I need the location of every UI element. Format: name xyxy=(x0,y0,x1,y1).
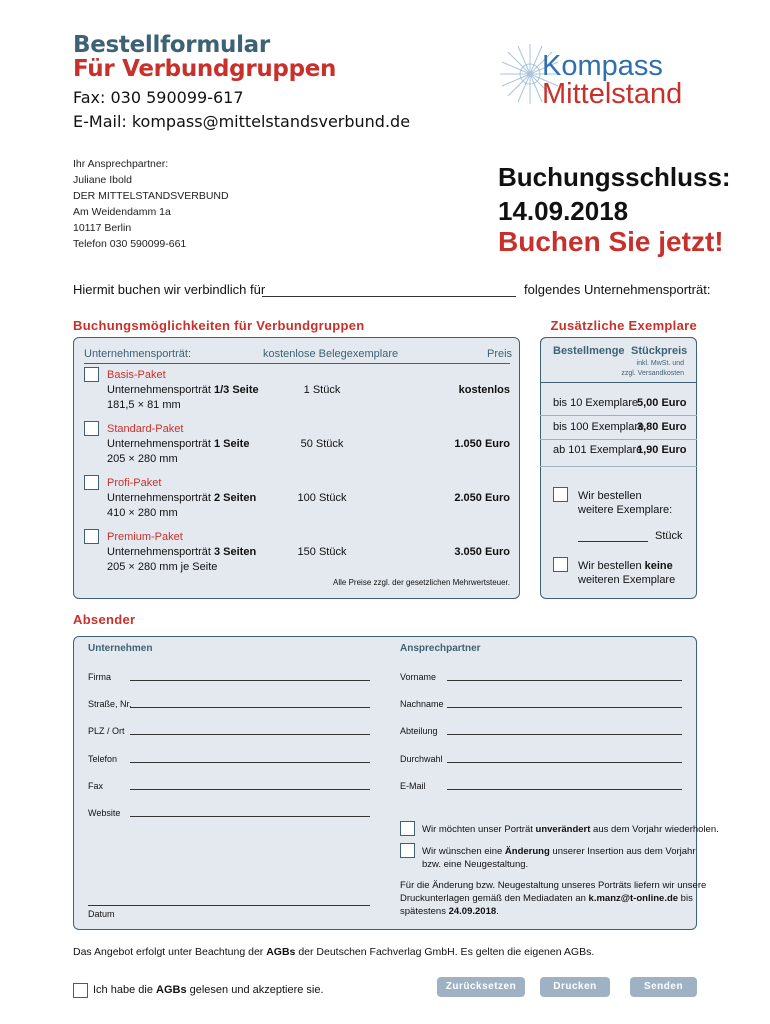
intro-after: folgendes Unternehmensporträt: xyxy=(524,282,711,297)
extra-col-qty: Bestellmenge xyxy=(553,345,625,357)
deadline-cta: Buchen Sie jetzt! xyxy=(498,226,724,257)
extra-row-divider xyxy=(540,439,697,440)
send-button[interactable]: Senden xyxy=(630,977,697,997)
booking-header-divider xyxy=(84,363,510,364)
extra-row-divider xyxy=(540,466,697,467)
strasse-input[interactable] xyxy=(130,707,370,708)
contact-phone: Telefon 030 590099-661 xyxy=(73,238,187,250)
extra-row-range: ab 101 Exemplare xyxy=(553,444,643,456)
field-label-strasse: Straße, Nr. xyxy=(88,699,132,709)
field-label-fax: Fax xyxy=(88,781,104,791)
form-title: Bestellformular xyxy=(73,32,270,58)
package-name: Basis-Paket xyxy=(107,369,166,381)
contact-heading: Ansprechpartner xyxy=(400,643,481,654)
package-basis-checkbox[interactable] xyxy=(84,367,99,382)
change-label-2: bzw. eine Neugestaltung. xyxy=(422,859,529,870)
package-size: 205 × 280 mm xyxy=(107,453,178,465)
package-desc: Unternehmensporträt 3 Seiten xyxy=(107,546,257,558)
field-label-nachname: Nachname xyxy=(400,699,444,709)
order-none-label-2: weiteren Exemplare xyxy=(578,574,676,586)
deadline-label: Buchungsschluss: xyxy=(498,162,731,192)
agb-checkbox[interactable] xyxy=(73,983,88,998)
nachname-input[interactable] xyxy=(447,707,682,708)
package-qty: 150 Stück xyxy=(297,546,347,558)
package-name: Premium-Paket xyxy=(107,531,183,543)
offer-note: Das Angebot erfolgt unter Beachtung der AGBs der Deutschen Fachverlag GmbH. Es gelten die eigenen AGBs. xyxy=(73,946,595,958)
extra-row-price: 5,00 Euro xyxy=(637,397,687,409)
vorname-input[interactable] xyxy=(447,680,682,681)
package-profi-checkbox[interactable] xyxy=(84,475,99,490)
agb-label: Ich habe die AGBs gelesen und akzeptiere sie. xyxy=(93,984,324,996)
print-button[interactable]: Drucken xyxy=(540,977,610,997)
field-label-abteilung: Abteilung xyxy=(400,726,438,736)
extra-row-price: 3,80 Euro xyxy=(637,421,687,433)
pieces-label: Stück xyxy=(655,530,683,542)
extra-row-divider xyxy=(540,415,697,416)
package-desc: Unternehmensporträt 2 Seiten xyxy=(107,492,257,504)
package-desc: Unternehmensporträt 1/3 Seite xyxy=(107,384,259,396)
form-subtitle: Für Verbundgruppen xyxy=(73,56,337,82)
vat-note: Alle Preise zzgl. der gesetzlichen Mehrwertsteuer. xyxy=(333,578,510,587)
field-label-firma: Firma xyxy=(88,672,111,682)
contact-name: Juliane Ibold xyxy=(73,174,132,186)
contact-label: Ihr Ansprechpartner: xyxy=(73,158,169,170)
extra-note-1: inkl. MwSt. und xyxy=(636,360,684,367)
fax-input[interactable] xyxy=(130,789,370,790)
order-more-label-2: weitere Exemplare: xyxy=(578,504,673,516)
package-size: 410 × 280 mm xyxy=(107,507,178,519)
change-info-1: Für die Änderung bzw. Neugestaltung unseres Porträts liefern wir unsere xyxy=(400,880,707,891)
abteilung-input[interactable] xyxy=(447,734,682,735)
email-input[interactable] xyxy=(447,789,682,790)
durchwahl-input[interactable] xyxy=(447,762,682,763)
change-checkbox[interactable] xyxy=(400,843,415,858)
date-input[interactable] xyxy=(88,905,370,906)
company-name-input[interactable] xyxy=(262,296,516,297)
col-header-price: Preis xyxy=(487,348,513,360)
package-price: 1.050 Euro xyxy=(454,438,510,450)
package-qty: 100 Stück xyxy=(297,492,347,504)
package-name: Profi-Paket xyxy=(107,477,162,489)
contact-city: 10117 Berlin xyxy=(73,222,132,234)
unchanged-label: Wir möchten unser Porträt unverändert aus dem Vorjahr wiederholen. xyxy=(422,824,719,835)
reset-button[interactable]: Zurücksetzen xyxy=(437,977,525,997)
extra-col-price: Stückpreis xyxy=(631,345,688,357)
extra-row-range: bis 100 Exemplare xyxy=(553,421,645,433)
contact-org: DER MITTELSTANDSVERBUND xyxy=(73,190,229,202)
package-price: kostenlos xyxy=(458,384,510,396)
field-label-vorname: Vorname xyxy=(400,672,437,682)
unchanged-checkbox[interactable] xyxy=(400,821,415,836)
order-none-label-1: Wir bestellen keine xyxy=(578,560,673,572)
extra-quantity-input[interactable] xyxy=(578,541,648,542)
booking-section-title: Buchungsmöglichkeiten für Verbundgruppen xyxy=(73,318,365,333)
package-size: 205 × 280 mm je Seite xyxy=(107,561,218,573)
extra-note-2: zzgl. Versandkosten xyxy=(621,370,684,377)
plz-ort-input[interactable] xyxy=(130,734,370,735)
field-label-website: Website xyxy=(88,808,121,818)
field-label-email: E-Mail xyxy=(400,781,426,791)
order-more-checkbox[interactable] xyxy=(553,487,568,502)
logo-text-kompass: Kompass xyxy=(542,50,663,82)
extra-row-price: 1,90 Euro xyxy=(637,444,687,456)
field-label-telefon: Telefon xyxy=(88,754,118,764)
package-name: Standard-Paket xyxy=(107,423,184,435)
change-info-3: spätestens 24.09.2018. xyxy=(400,906,499,917)
email-address: E-Mail: kompass@mittelstandsverbund.de xyxy=(73,112,411,131)
logo-text-mittelstand: Mittelstand xyxy=(542,78,683,110)
intro-before: Hiermit buchen wir verbindlich für xyxy=(73,282,266,297)
change-info-2: Druckunterlagen gemäß den Mediadaten an k.manz@t-online.de bis xyxy=(400,893,693,904)
company-heading: Unternehmen xyxy=(88,643,153,654)
fax-number: Fax: 030 590099-617 xyxy=(73,88,244,107)
deadline-date: 14.09.2018 xyxy=(498,196,629,226)
col-header-copies: kostenlose Belegexemplare xyxy=(263,348,399,360)
package-qty: 1 Stück xyxy=(303,384,341,396)
sender-section-title: Absender xyxy=(73,612,136,627)
contact-street: Am Weidendamm 1a xyxy=(73,206,171,218)
package-premium-checkbox[interactable] xyxy=(84,529,99,544)
order-none-checkbox[interactable] xyxy=(553,557,568,572)
package-standard-checkbox[interactable] xyxy=(84,421,99,436)
order-more-label-1: Wir bestellen xyxy=(578,490,642,502)
firma-input[interactable] xyxy=(130,680,370,681)
website-input[interactable] xyxy=(130,816,370,817)
extra-row-range: bis 10 Exemplare xyxy=(553,397,638,409)
package-price: 3.050 Euro xyxy=(454,546,510,558)
package-size: 181,5 × 81 mm xyxy=(107,399,181,411)
package-desc: Unternehmensporträt 1 Seite xyxy=(107,438,250,450)
field-label-plz: PLZ / Ort xyxy=(88,726,125,736)
telefon-input[interactable] xyxy=(130,762,370,763)
date-label: Datum xyxy=(88,909,115,919)
package-price: 2.050 Euro xyxy=(454,492,510,504)
change-label-1: Wir wünschen eine Änderung unserer Insertion aus dem Vorjahr xyxy=(422,846,696,857)
col-header-portrait: Unternehmensporträt: xyxy=(84,348,191,360)
extra-section-title: Zusätzliche Exemplare xyxy=(550,318,697,333)
field-label-durchwahl: Durchwahl xyxy=(400,754,443,764)
package-qty: 50 Stück xyxy=(300,438,344,450)
